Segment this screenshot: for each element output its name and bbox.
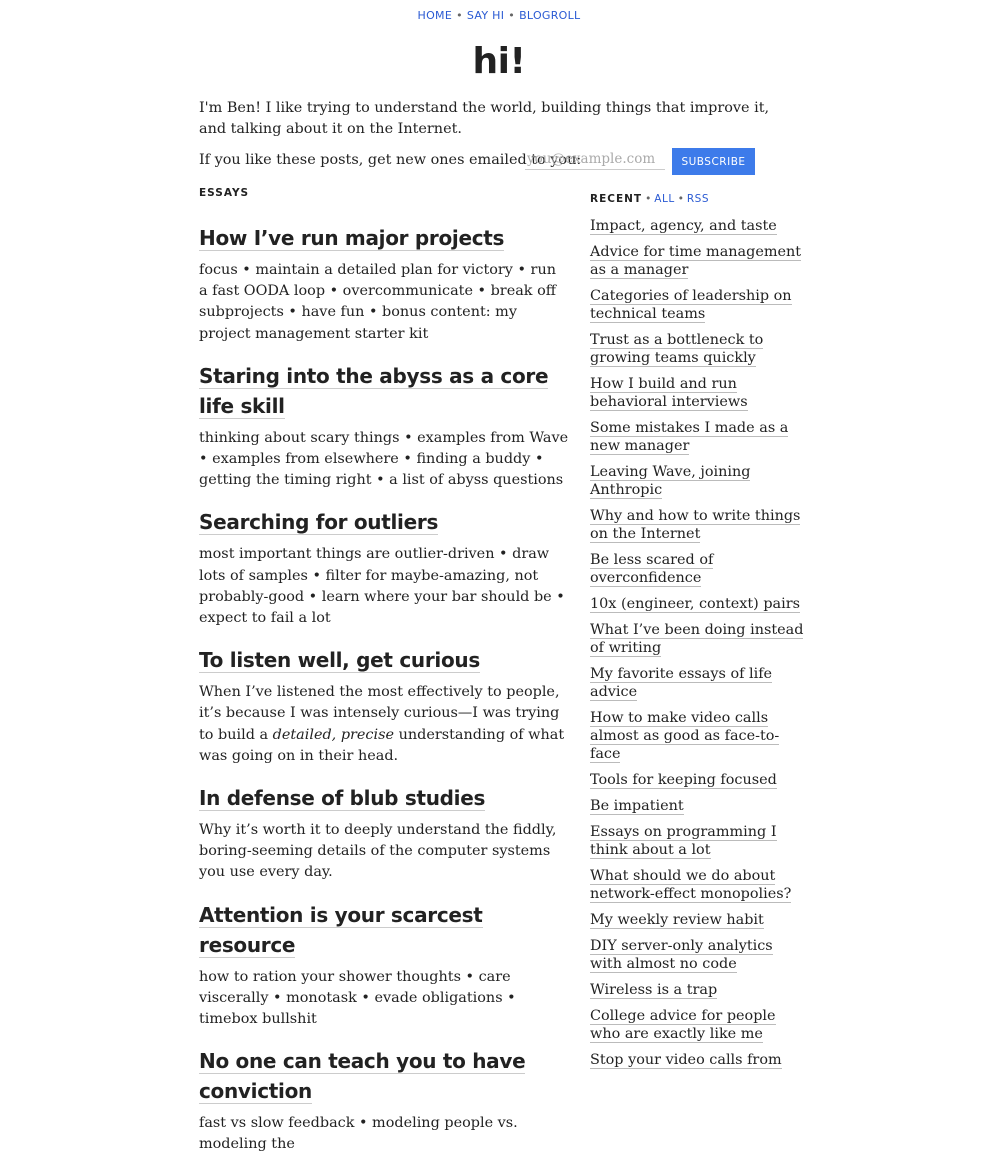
subscribe-label: If you like these posts, get new ones emailed to you: <box>199 152 582 168</box>
essay-title-link[interactable]: No one can teach you to have conviction <box>199 1049 526 1104</box>
list-item <box>590 867 805 903</box>
recent-separator: • <box>677 193 684 205</box>
list-item <box>590 551 805 587</box>
recent-post-link[interactable]: Wireless is a trap <box>590 982 718 998</box>
recent-list <box>590 217 805 1069</box>
recent-post-link[interactable]: Categories of leadership on technical teams <box>590 288 792 322</box>
essay-item <box>199 1046 569 1155</box>
essay-summary: how to ration your shower thoughts • care viscerally • monotask • evade obligations • timebox bullshit <box>199 968 516 1028</box>
essay-item <box>199 783 569 884</box>
summary-text: When I’ve listened the most effectively to people, it’s because I was intensely curious—I was trying to build a <box>199 684 560 743</box>
email-input[interactable] <box>525 149 665 170</box>
list-item <box>590 375 805 411</box>
recent-post-link[interactable]: Impact, agency, and taste <box>590 218 777 234</box>
recent-post-link[interactable]: College advice for people who are exactly like me <box>590 1008 776 1042</box>
essay-item <box>199 507 569 629</box>
essay-title-link[interactable]: In defense of blub studies <box>199 786 486 811</box>
recent-post-link[interactable]: 10x (engineer, context) pairs <box>590 596 800 612</box>
nav-say-hi-link[interactable]: SAY HI <box>466 9 505 22</box>
essay-item <box>199 645 569 767</box>
recent-post-link[interactable]: Leaving Wave, joining Anthropic <box>590 464 751 498</box>
list-item <box>590 1051 805 1069</box>
recent-post-link[interactable]: My favorite essays of life advice <box>590 666 773 700</box>
recent-post-link[interactable]: What I’ve been doing instead of writing <box>590 622 804 656</box>
list-item <box>590 507 805 543</box>
recent-post-link[interactable]: How to make video calls almost as good as face-to-face <box>590 710 780 762</box>
rss-link[interactable]: RSS <box>686 193 710 205</box>
nav-blogroll-link[interactable]: BLOGROLL <box>519 9 581 22</box>
recent-post-link[interactable]: DIY server-only analytics with almost no code <box>590 938 773 972</box>
recent-post-link[interactable]: Stop your video calls from <box>590 1052 782 1068</box>
list-item <box>590 709 805 763</box>
essay-title-link[interactable]: Attention is your scarcest resource <box>199 902 483 957</box>
recent-post-link[interactable]: How I build and run behavioral interviews <box>590 376 748 410</box>
summary-text: understanding of what was going on in their head. <box>199 726 565 764</box>
list-item <box>590 981 805 999</box>
essay-summary: thinking about scary things • examples from Wave • examples from elsewhere • finding a buddy • getting the timing right • a list of abyss questions <box>199 429 569 489</box>
nav-home-link[interactable]: HOME <box>417 9 453 22</box>
recent-post-link[interactable]: My weekly review habit <box>590 912 764 928</box>
essay-summary: Why it’s worth it to deeply understand the fiddly, boring-seeming details of the computer systems you use every day. <box>199 822 557 881</box>
recent-section <box>590 187 805 1077</box>
page-title: hi! <box>472 41 526 82</box>
list-item <box>590 937 805 973</box>
list-item <box>590 331 805 367</box>
nav-separator: • <box>456 9 463 22</box>
top-nav <box>199 9 799 22</box>
intro-text: I'm Ben! I like trying to understand the world, building things that improve it, and talking about it on the Internet. <box>199 100 770 137</box>
recent-post-link[interactable]: Some mistakes I made as a new manager <box>590 420 789 454</box>
recent-post-link[interactable]: Be impatient <box>590 798 684 814</box>
subscribe-form <box>199 147 799 175</box>
all-posts-link[interactable]: ALL <box>654 193 675 205</box>
essay-summary: fast vs slow feedback • modeling people vs. modeling the <box>199 1115 518 1153</box>
recent-post-link[interactable]: Essays on programming I think about a lot <box>590 824 777 858</box>
essay-summary: focus • maintain a detailed plan for victory • run a fast OODA loop • overcommunicate • break off subprojects • have fun • bonus content: my project management starter kit <box>199 262 556 342</box>
essay-summary: most important things are outlier-driven • draw lots of samples • filter for maybe-amazing, not probably-good • learn where your bar should be • expect to fail a lot <box>199 546 565 627</box>
essays-heading: ESSAYS <box>199 187 250 199</box>
essay-title-link[interactable]: Staring into the abyss as a core life skill <box>199 363 549 418</box>
list-item <box>590 665 805 701</box>
list-item <box>590 463 805 499</box>
essay-title-link[interactable]: Searching for outliers <box>199 510 439 535</box>
subscribe-button[interactable]: SUBSCRIBE <box>672 148 755 175</box>
essay-item <box>199 900 569 1031</box>
recent-post-link[interactable]: Advice for time management as a manager <box>590 244 802 278</box>
list-item <box>590 823 805 859</box>
list-item <box>590 287 805 323</box>
recent-post-link[interactable]: Why and how to write things on the Internet <box>590 508 801 542</box>
list-item <box>590 771 805 789</box>
essay-title-link[interactable]: To listen well, get curious <box>199 648 480 673</box>
essay-item <box>199 223 569 345</box>
recent-post-link[interactable]: Be less scared of overconfidence <box>590 552 714 586</box>
recent-post-link[interactable]: Trust as a bottleneck to growing teams quickly <box>590 332 764 366</box>
list-item <box>590 797 805 815</box>
essay-summary <box>199 682 569 767</box>
list-item <box>590 217 805 235</box>
summary-emphasis: detailed, precise <box>272 726 394 743</box>
nav-separator: • <box>508 9 516 22</box>
list-item <box>590 243 805 279</box>
essay-item <box>199 361 569 492</box>
recent-post-link[interactable]: What should we do about network-effect monopolies? <box>590 868 792 902</box>
recent-post-link[interactable]: Tools for keeping focused <box>590 772 777 788</box>
list-item <box>590 621 805 657</box>
essay-title-link[interactable]: How I’ve run major projects <box>199 226 505 250</box>
recent-separator: • <box>645 193 652 205</box>
list-item <box>590 911 805 929</box>
list-item <box>590 419 805 455</box>
list-item <box>590 595 805 613</box>
essays-section <box>199 187 569 1156</box>
list-item <box>590 1007 805 1043</box>
recent-heading: RECENT <box>590 193 643 205</box>
recent-header <box>590 187 805 207</box>
